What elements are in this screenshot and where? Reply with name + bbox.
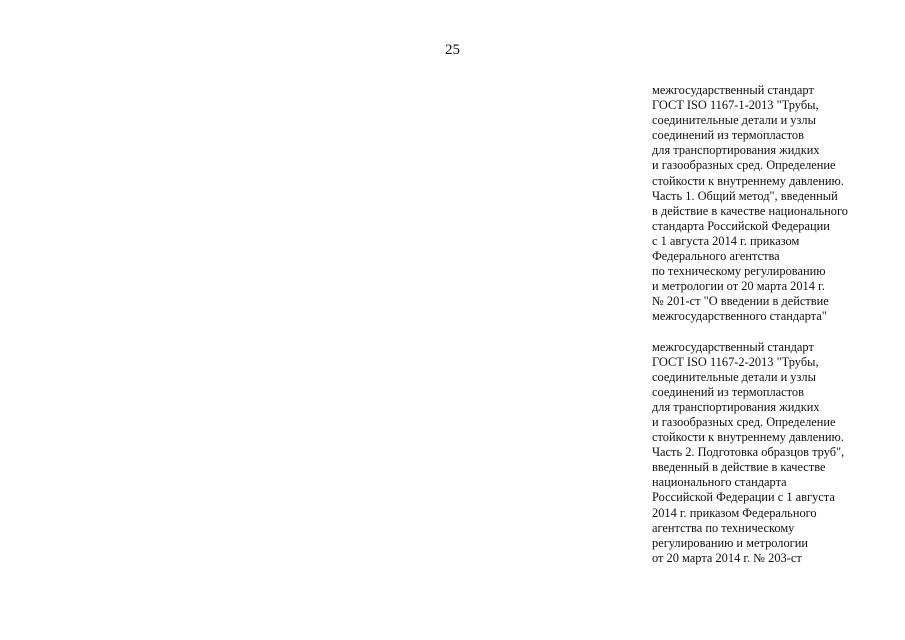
standard-entry-1 [652,83,892,325]
text-line: межгосударственный стандарт [652,339,814,354]
text-line: соединительные детали и узлы [652,113,816,128]
text-line: Федерального агентства [652,249,780,264]
text-line: 2014 г. приказом Федерального [652,505,817,520]
text-line: агентства по техническому [652,520,795,535]
text-line: стойкости к внутреннему давлению. [652,430,844,445]
text-line: по техническому регулированию [652,264,826,279]
text-line: соединений из термопластов [652,384,804,399]
text-line: с 1 августа 2014 г. приказом [652,233,800,248]
text-line: Часть 1. Общий метод", введенный [652,188,838,203]
text-column [652,83,892,581]
text-line: стойкости к внутреннему давлению. [652,173,844,188]
text-line: соединительные детали и узлы [652,369,816,384]
text-line: в действие в качестве национального [652,203,848,218]
text-line: межгосударственный стандарт [652,83,814,97]
text-line: национального стандарта [652,475,787,490]
text-line: для транспортирования жидких [652,143,820,158]
standard-entry-2 [652,340,892,566]
text-line: и газообразных сред. Определение [652,414,836,429]
text-line: № 201-ст "О введении в действие [652,294,829,309]
text-line: и метрологии от 20 марта 2014 г. [652,279,825,294]
text-line: ГОСТ ISO 1167-2-2013 "Трубы, [652,354,819,369]
text-line: и газообразных сред. Определение [652,158,836,173]
text-line: для транспортирования жидких [652,399,820,414]
text-line: соединений из термопластов [652,128,804,143]
text-line: межгосударственного стандарта" [652,309,827,324]
text-line: стандарта Российской Федерации [652,218,830,233]
text-line: Часть 2. Подготовка образцов труб", [652,445,845,460]
page-number: 25 [445,42,460,58]
text-line: Российской Федерации с 1 августа [652,490,835,505]
text-line: введенный в действие в качестве [652,460,826,475]
text-line: от 20 марта 2014 г. № 203-ст [652,550,802,565]
text-line: регулированию и метрологии [652,535,809,550]
text-line: ГОСТ ISO 1167-1-2013 "Трубы, [652,98,819,113]
